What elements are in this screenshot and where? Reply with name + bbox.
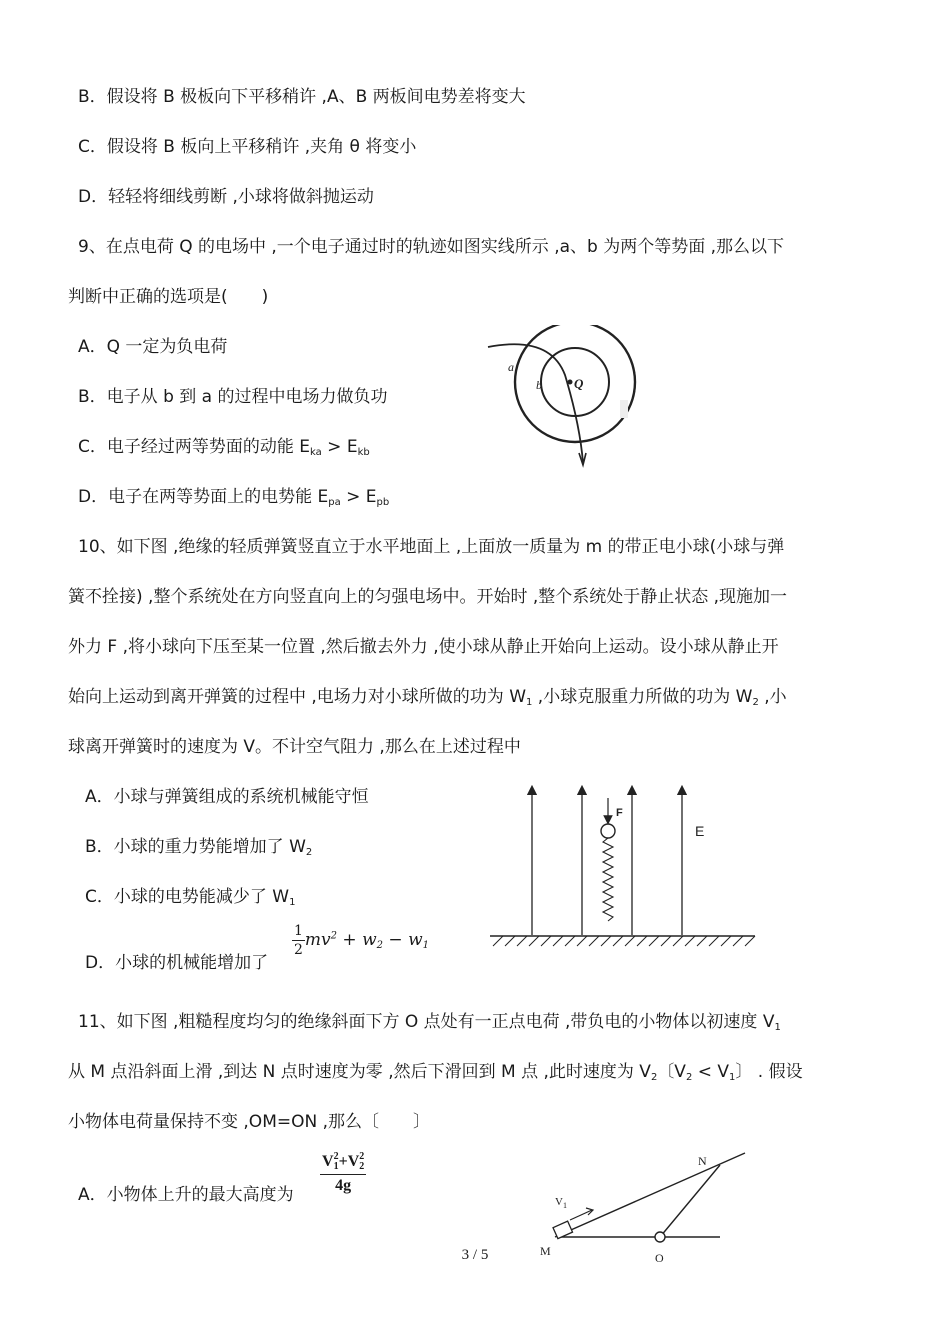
- q8-option-d: D．轻轻将细线剪断 ,小球将做斜抛运动: [78, 187, 374, 207]
- q10-stem-line3: 外力 F ,将小球向下压至某一位置 ,然后撤去外力 ,使小球从静止开始向上运动。设小球从静止开: [68, 637, 779, 657]
- page-number: 3 / 5: [461, 1247, 489, 1263]
- label-f: F: [616, 807, 623, 819]
- label-e: E: [695, 823, 705, 839]
- q11-option-a-formula: V 2 1 +V 2 2 4g: [322, 1151, 365, 1194]
- point-charge-o: [655, 1232, 665, 1242]
- q11-stem-line1: 11、如下图 ,粗糙程度均匀的绝缘斜面下方 O 点处有一正点电荷 ,带负电的小物体以初速度 $V_1$: [78, 1012, 781, 1033]
- q10-option-b: B．小球的重力势能增加了 $W_2$: [85, 837, 313, 858]
- q10-stem-line1: 10、如下图 ,绝缘的轻质弹簧竖直立于水平地面上 ,上面放一质量为 m 的带正电小球(小球与弹: [78, 537, 785, 557]
- label-o: O: [655, 1251, 664, 1265]
- q9-option-d: D．电子在两等势面上的电势能 $E_{pa} > E_{pb}$: [78, 487, 390, 508]
- q10-stem-line5: 球离开弹簧时的速度为 V。不计空气阻力 ,那么在上述过程中: [68, 737, 521, 757]
- q11-stem-line3: 小物体电荷量保持不变 ,OM=ON ,那么〔 〕: [68, 1112, 431, 1132]
- label-m: M: [540, 1244, 551, 1258]
- line-o-n: [660, 1165, 720, 1237]
- q10-option-a: A．小球与弹簧组成的系统机械能守恒: [85, 787, 369, 807]
- q11-option-a: A．小物体上升的最大高度为: [78, 1185, 294, 1205]
- label-b: b: [536, 378, 542, 392]
- q9-option-b: B．电子从 b 到 a 的过程中电场力做负功: [78, 387, 388, 407]
- q8-option-c: C．假设将 B 板向上平移稍许 ,夹角 θ 将变小: [78, 137, 417, 157]
- label-n: N: [698, 1154, 707, 1168]
- spring: [603, 838, 613, 921]
- label-q: Q: [574, 376, 584, 391]
- q10-option-c: C．小球的电势能减少了 $W_1$: [85, 887, 296, 908]
- q9-option-c: C．电子经过两等势面的动能 $E_{ka} > E_{kb}$: [78, 437, 370, 458]
- label-v1: $V_1$: [555, 1196, 567, 1210]
- ground-hatching: [493, 936, 755, 946]
- q10-option-d: D．小球的机械能增加了: [85, 953, 269, 973]
- q8-option-b: B．假设将 B 极板向下平移稍许 ,A、B 两板间电势差将变大: [78, 87, 526, 107]
- q10-spring-field-diagram: [485, 780, 765, 950]
- electron-trajectory: [488, 344, 583, 463]
- incline-line: [555, 1153, 745, 1237]
- q10-stem-line4: 始向上运动到离开弹簧的过程中 ,电场力对小球所做的功为 $W_1$ ,小球克服重力所做的功为 $W_2$ ,小: [68, 687, 787, 708]
- q10-stem-line2: 簧不拴接) ,整个系统处在方向竖直向上的匀强电场中。开始时 ,整个系统处于静止状态 ,现施加一: [68, 587, 788, 607]
- label-a: a: [508, 360, 514, 374]
- q9-stem-line2: 判断中正确的选项是( ): [68, 287, 269, 307]
- charged-ball: [601, 824, 615, 838]
- q9-option-a: A．Q 一定为负电荷: [78, 337, 228, 357]
- q9-stem-line1: 9、在点电荷 Q 的电场中 ,一个电子通过时的轨迹如图实线所示 ,a、b 为两个等势面 ,那么以下: [78, 237, 785, 257]
- q9-equipotential-diagram: [480, 325, 640, 475]
- q10-option-d-formula: $\frac{1}{2}$ $mv^2 + w_2 - w_1$: [294, 923, 429, 958]
- q11-stem-line2: 从 M 点沿斜面上滑 ,到达 N 点时速度为零 ,然后下滑回到 M 点 ,此时速度为 $V_2$〔$V_2 < V_1$〕 . 假设: [68, 1062, 803, 1083]
